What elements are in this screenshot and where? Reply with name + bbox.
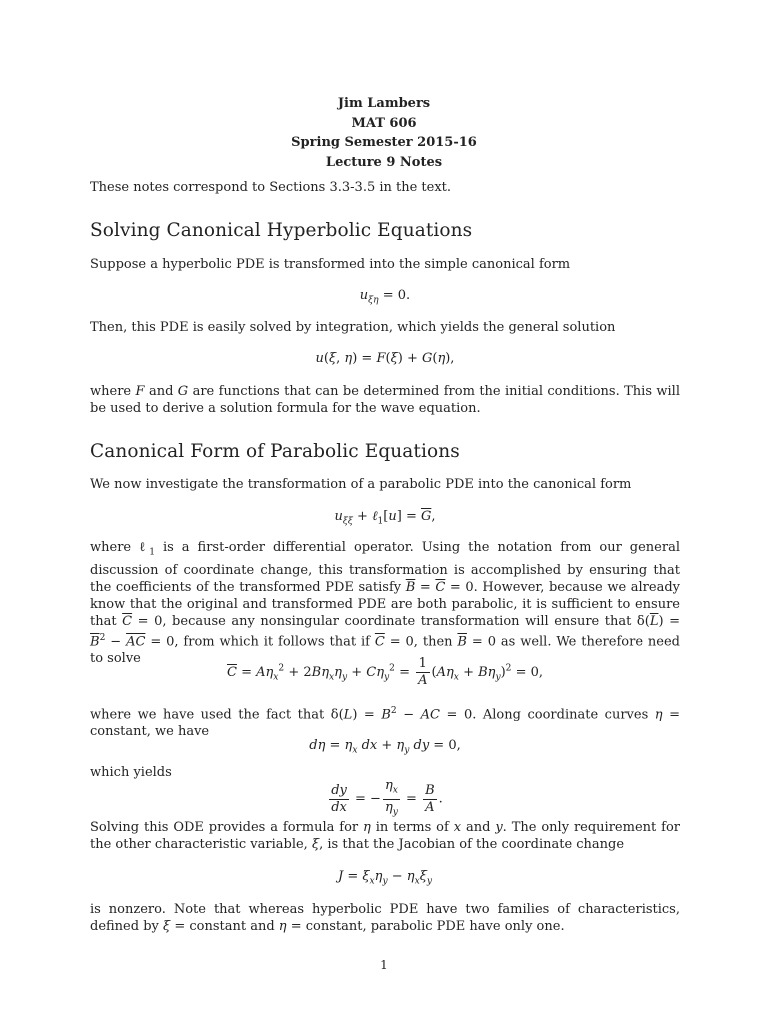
hyperbolic-para-3: where F and G are functions that can be determined from the initial conditions. This will be used to derive a solution formula for the wave equation.: [90, 384, 680, 416]
equation-jacobian: $J = \xi_x\eta_y - \eta_x\xi_y$: [337, 869, 433, 887]
course-code: MAT 606: [351, 115, 417, 131]
equation-d-eta: $d\eta = \eta_x$ dx + $\eta_y$ dy = 0,: [309, 738, 461, 756]
parabolic-para-3: where we have used the fact that $\delta(L) = B^2$ − AC = 0. Along coordinate curves η = constant, we have: [90, 706, 680, 740]
parabolic-para-6: is nonzero. Note that whereas hyperbolic PDE have two families of characteristics, defined by ξ = constant and η = constant, parabolic PDE have only one.: [90, 902, 680, 934]
intro-paragraph: These notes correspond to Sections 3.3-3.5 in the text.: [90, 180, 452, 195]
page-number: 1: [380, 958, 388, 972]
equation-dy-dx: $\frac{dy}{dx}$ = − $\frac{\eta_x}{\eta_y}$ = $\frac{B}{A}$ .: [331, 778, 443, 818]
parabolic-para-5: Solving this ODE provides a formula for η in terms of x and y. The only requirement for the other characteristic variable, ξ, is that the Jacobian of the coordinate change: [90, 820, 680, 852]
parabolic-para-4: which yields: [90, 765, 172, 780]
section-title-hyperbolic: Solving Canonical Hyperbolic Equations: [90, 220, 473, 241]
hyperbolic-para-2: Then, this PDE is easily solved by integration, which yields the general solution: [90, 320, 616, 335]
semester: Spring Semester 2015-16: [291, 135, 477, 150]
parabolic-para-1: We now investigate the transformation of a parabolic PDE into the canonical form: [90, 477, 632, 492]
document-header: [0, 94, 768, 172]
parabolic-para-2: where ℓ$_1$ is a first-order differential operator. Using the notation from our general discussion of coordinate change, this transformation is accomplished by ensuring that the coefficients of the transformed PDE satisfy $\overline{B} = \overline{C} = 0$. However, because we already know that the original and transformed PDE are both parabolic, it is sufficient to ensure that $\overline{C} = 0$, because any nonsingular coordinate transformation will ensure that $\delta(\overline{L}) = \overline{B}^2 - \overline{AC} = 0$, from which it follows that if $\overline{C} = 0$, then $\overline{B} = 0$ as well. We therefore need to solve: [90, 540, 680, 666]
section-title-parabolic: Canonical Form of Parabolic Equations: [90, 441, 460, 462]
hyperbolic-para-1: Suppose a hyperbolic PDE is transformed into the simple canonical form: [90, 257, 571, 272]
equation-c-bar: $\overline{C} = A\eta_x^2 + 2B\eta_x\eta_y + C\eta_y^2$ = $\frac{1}{A}$ $(A\eta_x + B\eta_y)^2 = 0$,: [226, 656, 544, 688]
author-name: Jim Lambers: [337, 96, 431, 111]
lecture-title: Lecture 9 Notes: [325, 154, 443, 170]
equation-canonical-parabolic: $u_{\xi\xi}$ + ℓ$_1$[u] = $\overline{G}$,: [334, 509, 436, 527]
equation-general-solution: u(ξ, η) = F(ξ) + G(η),: [315, 351, 455, 366]
equation-canonical-hyperbolic: $u_{\xi\eta} = 0$.: [359, 288, 411, 306]
